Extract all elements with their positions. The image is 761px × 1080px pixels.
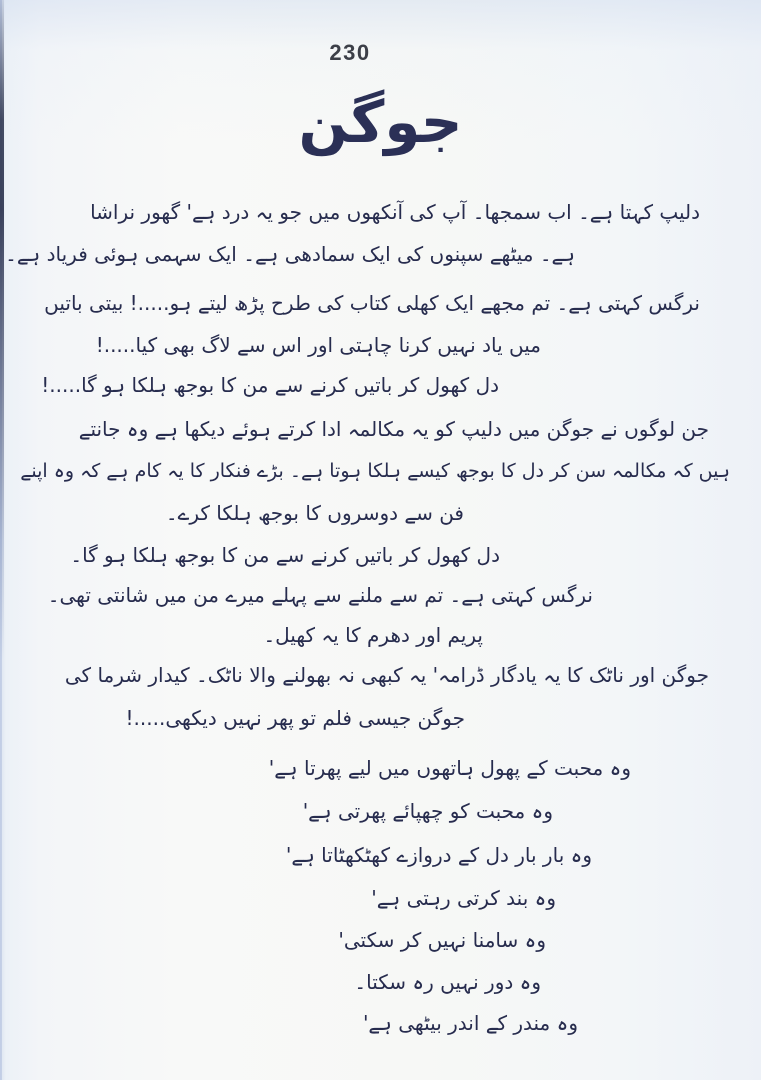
text-line: فن سے دوسروں کا بوجھ ہلکا کرے۔ — [165, 501, 464, 525]
text-line: جوگن اور ناٹک کا یہ یادگار ڈرامہ' یہ کبھی نہ بھولنے والا ناٹک۔ کیدار شرما کی — [64, 663, 709, 687]
chapter-title: جوگن — [298, 88, 463, 156]
text-line: جن لوگوں نے جوگن میں دلیپ کو یہ مکالمہ ادا کرتے ہوئے دیکھا ہے وہ جانتے — [78, 417, 709, 441]
verse-line: وہ سامنا نہیں کر سکتی' — [338, 928, 546, 952]
text-line: میں یاد نہیں کرنا چاہتی اور اس سے لاگ بھی کیا.....! — [95, 333, 541, 357]
text-line: ہیں کہ مکالمہ سن کر دل کا بوجھ کیسے ہلکا ہوتا ہے۔ بڑے فنکار کا یہ کام ہے کہ وہ اپنے — [20, 460, 730, 482]
verse-line: وہ محبت کو چھپائے پھرتی ہے' — [302, 799, 553, 823]
verse-line: وہ مندر کے اندر بیٹھی ہے' — [362, 1011, 578, 1035]
text-line: دلیپ کہتا ہے۔ اب سمجھا۔ آپ کی آنکھوں میں جو یہ درد ہے' گھور نراشا — [90, 200, 700, 224]
verse-line: وہ بند کرتی رہتی ہے' — [371, 886, 556, 910]
verse-line: وہ دور نہیں رہ سکتا۔ — [354, 970, 541, 994]
text-line: پریم اور دھرم کا یہ کھیل۔ — [263, 623, 483, 647]
text-line: دل کھول کر باتیں کرنے سے من کا بوجھ ہلکا ہو گا۔ — [70, 543, 500, 567]
text-line: نرگس کہتی ہے۔ تم مجھے ایک کھلی کتاب کی طرح پڑھ لیتے ہو.....! بیتی باتیں — [44, 291, 700, 315]
text-line: جوگن جیسی فلم تو پھر نہیں دیکھی.....! — [125, 706, 465, 730]
text-line: ہے۔ میٹھے سپنوں کی ایک سمادھی ہے۔ ایک سہمی ہوئی فریاد ہے۔ — [5, 242, 575, 266]
page-number: 230 — [329, 40, 371, 65]
verse-line: وہ محبت کے پھول ہاتھوں میں لیے پھرتا ہے' — [268, 756, 631, 780]
text-line: نرگس کہتی ہے۔ تم سے ملنے سے پہلے میرے من میں شانتی تھی۔ — [47, 583, 593, 607]
verse-line: وہ بار بار دل کے دروازے کھٹکھٹاتا ہے' — [285, 843, 592, 867]
text-line: دل کھول کر باتیں کرنے سے من کا بوجھ ہلکا ہو گا.....! — [41, 373, 499, 397]
